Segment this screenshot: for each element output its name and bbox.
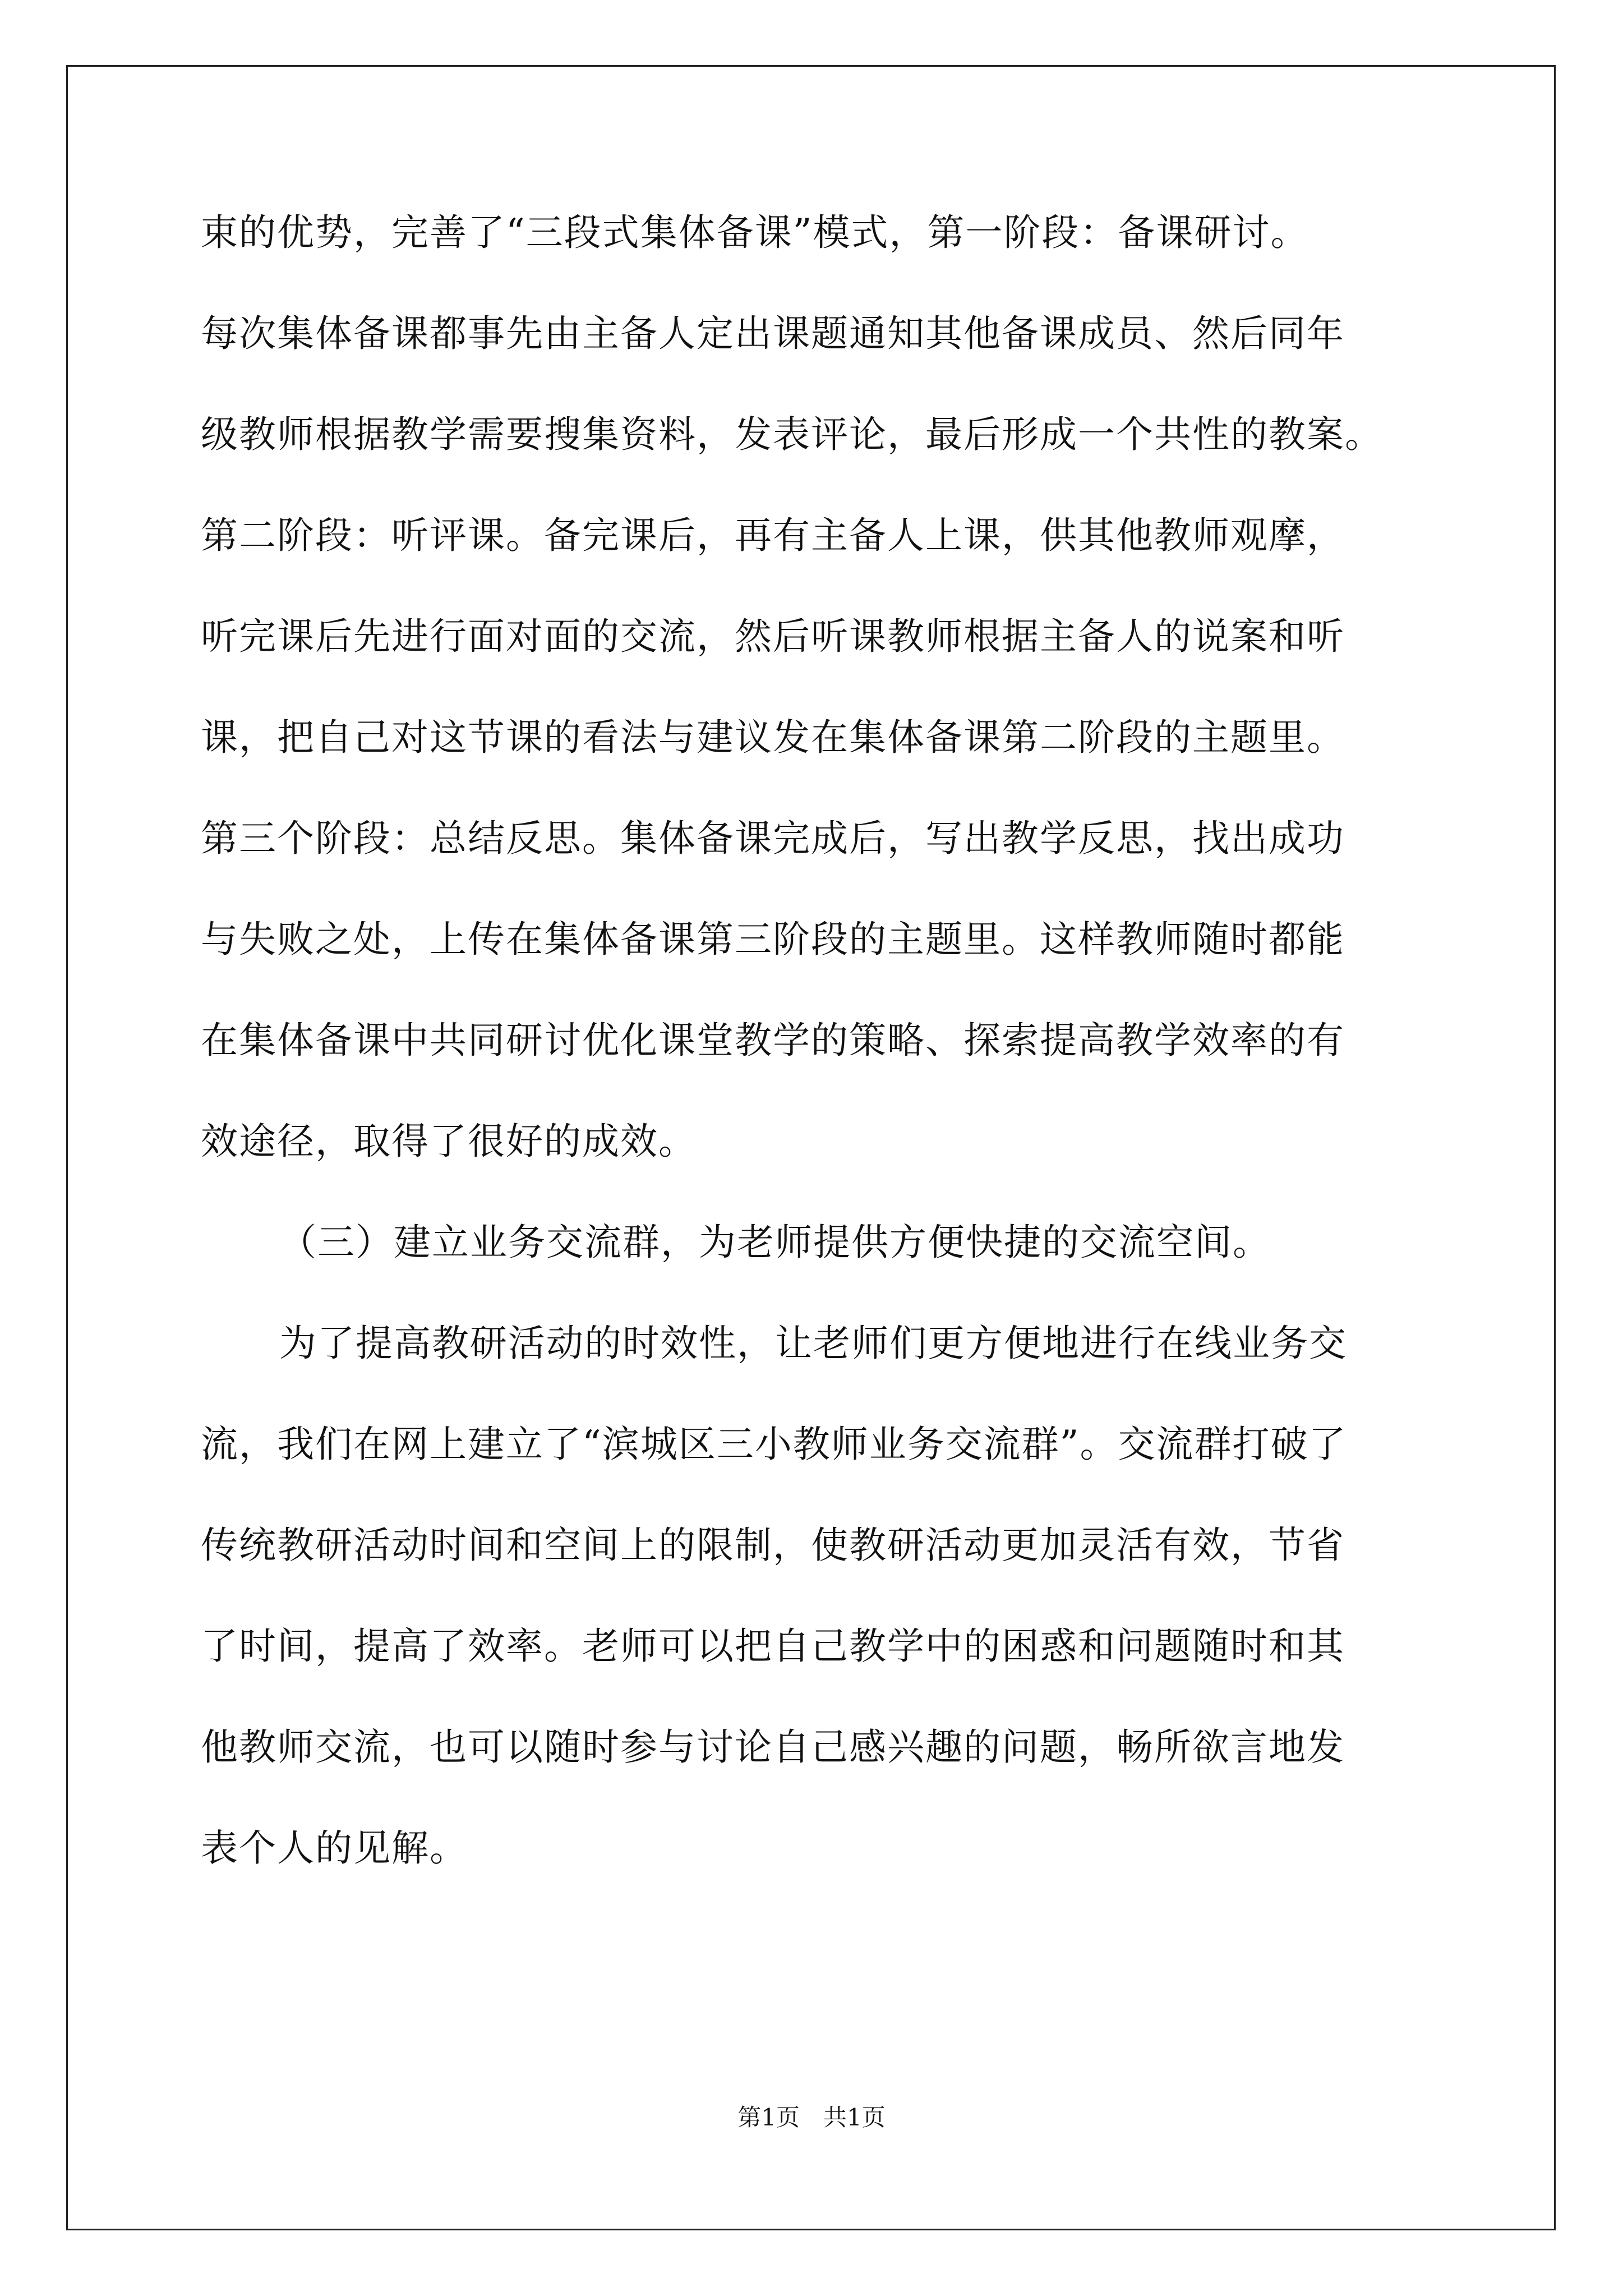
- paragraph-line: 束的优势，完善了“三段式集体备课”模式，第一阶段：备课研讨。: [201, 211, 1309, 254]
- paragraph-line: 他教师交流，也可以随时参与讨论自己感兴趣的问题，畅所欲言地发: [201, 1726, 1345, 1769]
- paragraph-line: 第三个阶段：总结反思。集体备课完成后，写出教学反思，找出成功: [201, 817, 1345, 860]
- paragraph-line: 表个人的见解。: [201, 1826, 468, 1870]
- paragraph-line: 传统教研活动时间和空间上的限制，使教研活动更加灵活有效，节省: [201, 1524, 1345, 1567]
- paragraph-line: 与失败之处，上传在集体备课第三阶段的主题里。这样教师随时都能: [201, 918, 1345, 961]
- paragraph-line: 每次集体备课都事先由主备人定出课题通知其他备课成员、然后同年: [201, 312, 1345, 355]
- paragraph-line: 听完课后先进行面对面的交流，然后听课教师根据主备人的说案和听: [201, 615, 1345, 658]
- paragraph-line: 在集体备课中共同研讨优化课堂教学的策略、探索提高教学效率的有: [201, 1019, 1345, 1062]
- paragraph-line: 第二阶段：听评课。备完课后，再有主备人上课，供其他教师观摩，: [201, 514, 1345, 557]
- paragraph-line: 为了提高教研活动的时效性，让老师们更方便地进行在线业务交: [279, 1322, 1347, 1365]
- paragraph-line: 效途径，取得了很好的成效。: [201, 1120, 697, 1163]
- paragraph-line: 了时间，提高了效率。老师可以把自己教学中的困惑和问题随时和其: [201, 1625, 1345, 1668]
- page-footer: 第1页 共1页: [737, 2104, 886, 2131]
- paragraph-line: 流，我们在网上建立了“滨城区三小教师业务交流群”。交流群打破了: [201, 1423, 1347, 1466]
- paragraph-line: 级教师根据教学需要搜集资料，发表评论，最后形成一个共性的教案。: [201, 413, 1383, 456]
- paragraph-line: 课，把自己对这节课的看法与建议发在集体备课第二阶段的主题里。: [201, 716, 1345, 759]
- section-heading: （三）建立业务交流群，为老师提供方便快捷的交流空间。: [279, 1221, 1271, 1264]
